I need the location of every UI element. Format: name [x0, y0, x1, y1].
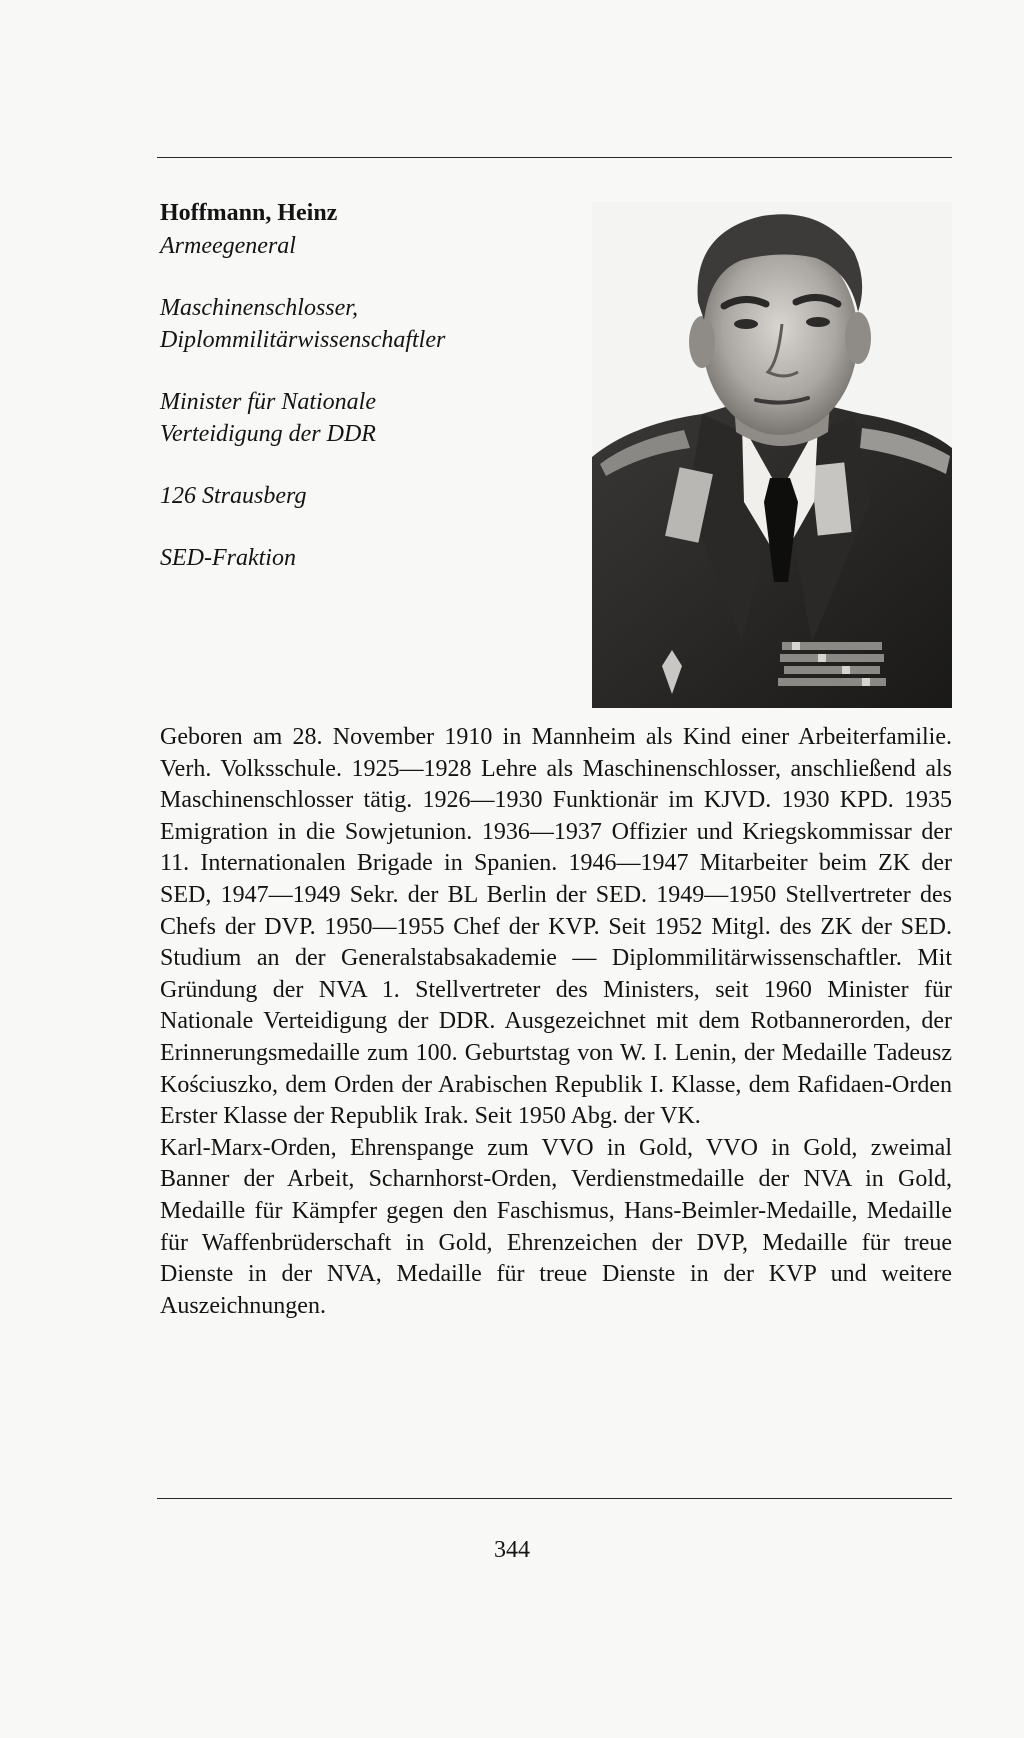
- profession-line-1: Maschinenschlosser,: [160, 295, 358, 321]
- entry-header: [160, 196, 580, 574]
- biography-paragraph-2: Karl-Marx-Orden, Ehrenspange zum VVO in Gold, VVO in Gold, zweimal Banner der Arbeit, Scharnhorst-Orden, Verdienstmedaille der NVA in Gold, Medaille für Kämpfer gegen den Faschismus, Hans-Beimler-Medaille, Medaille für Waffenbrüderschaft in Gold, Ehrenzeichen der DVP, Medaille für treue Dienste in der NVA, Medaille für treue Dienste in der KVP und weitere Auszeichnungen.: [160, 1134, 952, 1319]
- biography-paragraph-1: Geboren am 28. November 1910 in Mannheim als Kind einer Arbeiterfamilie. Verh. Volksschule. 1925—1928 Lehre als Maschinenschlosser, anschließend als Maschinenschlosser tätig. 1926—1930 Funktionär im KJVD. 1930 KPD. 1935 Emigration in die Sowjetunion. 1936—1937 Offizier und Kriegskommissar der 11. Internationalen Brigade in Spanien. 1946—1947 Mitarbeiter beim ZK der SED, 1947—1949 Sekr. der BL Berlin der SED. 1949—1950 Stellvertreter des Chefs der DVP. 1950—1955 Chef der KVP. Seit 1952 Mitgl. des ZK der SED. Studium an der Generalstabsakademie — Diplommilitärwissenschaftler. Mit Gründung der NVA 1. Stellvertreter des Ministers, seit 1960 Minister für Nationale Verteidigung der DDR. Ausgezeichnet mit dem Rotbannerorden, der Erinnerungsmedaille zum 100. Geburtstag von W. I. Lenin, der Medaille Tadeusz Kościuszko, dem Orden der Arabischen Republik I. Klasse, dem Rafidaen-Orden Erster Klasse der Republik Irak. Seit 1950 Abg. der VK.: [160, 724, 952, 1130]
- profession: [160, 292, 580, 356]
- page-number: 344: [494, 1537, 530, 1563]
- portrait-photo: [592, 202, 952, 708]
- rank: Armeegeneral: [160, 233, 296, 259]
- person-name: Hoffmann, Heinz: [160, 200, 338, 226]
- address: 126 Strausberg: [160, 483, 307, 509]
- bottom-rule: [157, 1498, 952, 1499]
- faction-block: [160, 542, 580, 574]
- office-line-2: Verteidigung der DDR: [160, 421, 376, 447]
- profession-line-2: Diplommilitärwissenschaftler: [160, 327, 446, 353]
- biography-text: [160, 722, 952, 1322]
- faction: SED-Fraktion: [160, 545, 296, 571]
- office-line-1: Minister für Nationale: [160, 389, 376, 415]
- office: [160, 386, 580, 450]
- portrait-photo-icon: [592, 202, 952, 708]
- top-rule: [157, 157, 952, 158]
- address-block: [160, 480, 580, 512]
